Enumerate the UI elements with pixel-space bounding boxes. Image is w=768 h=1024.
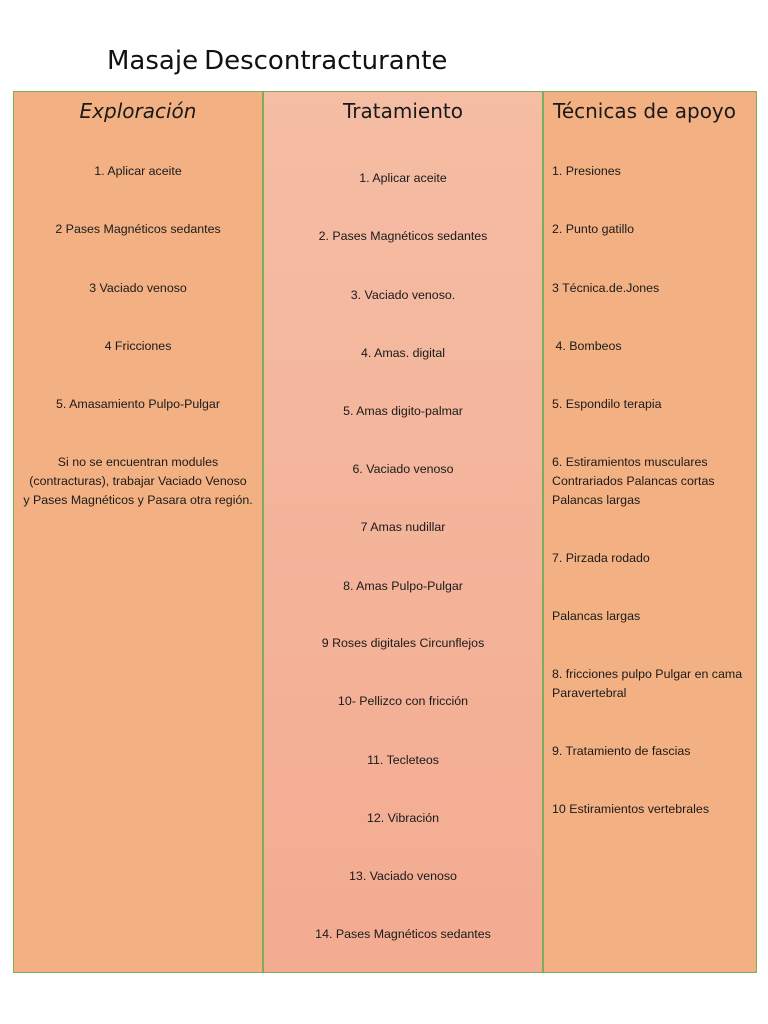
tecnicas-item: [552, 607, 752, 626]
exploracion-item: 1. Aplicar aceite: [94, 164, 182, 178]
tecnicas-item-line: 2. Punto gatillo: [552, 222, 634, 236]
tecnicas-item: [552, 549, 752, 568]
tecnicas-item: [552, 337, 752, 356]
tratamiento-item: 13. Vaciado venoso: [349, 869, 457, 883]
tecnicas-item: [552, 279, 752, 298]
tratamiento-item: 8. Amas Pulpo-Pulgar: [343, 579, 463, 593]
exploracion-item: 4 Fricciones: [104, 339, 172, 353]
tecnicas-item: [552, 800, 752, 819]
tecnicas-item-line: 5. Espondilo terapia: [552, 397, 662, 411]
tratamiento-heading: Tratamiento: [343, 99, 463, 123]
tecnicas-item-line: 8. fricciones pulpo Pulgar en cama: [552, 667, 743, 681]
tratamiento-item: 3. Vaciado venoso.: [350, 288, 456, 302]
tecnicas-item-line: Paravertebral: [552, 686, 627, 700]
exploracion-item: 2 Pases Magnéticos sedantes: [55, 222, 221, 236]
title-word-2: Descontracturante: [204, 46, 448, 76]
tecnicas-item-line: 6. Estiramientos musculares: [552, 455, 708, 469]
tratamiento-item: 9 Roses digitales Circunflejos: [321, 636, 485, 650]
page-title: [107, 46, 447, 76]
tecnicas-item-line: 7. Pirzada rodado: [552, 551, 650, 565]
exploracion-note-line: Si no se encuentran modules: [57, 455, 219, 469]
tecnicas-item-line: Contrariados Palancas cortas: [552, 474, 715, 488]
exploracion-heading: Exploración: [79, 99, 197, 123]
tecnicas-item-line: 9. Tratamiento de fascias: [552, 744, 691, 758]
tecnicas-item: [552, 220, 752, 239]
tratamiento-item: 6. Vaciado venoso: [352, 462, 454, 476]
exploracion-column: [13, 91, 263, 973]
tratamiento-item: 12. Vibración: [366, 811, 440, 825]
exploracion-item: 5. Amasamiento Pulpo-Pulgar: [56, 397, 220, 411]
tecnicas-item-line: 3 Técnica.de.Jones: [552, 281, 660, 295]
tecnicas-item: [552, 162, 752, 181]
tratamiento-item: 10- Pellizco con fricción: [337, 694, 469, 708]
tratamiento-item: 11. Tecleteos: [367, 753, 439, 767]
tecnicas-column: [543, 91, 757, 973]
tecnicas-item-line: Palancas largas: [552, 493, 641, 507]
tecnicas-item-line: 4. Bombeos: [552, 339, 622, 353]
tratamiento-item: 4. Amas. digital: [360, 346, 446, 360]
exploracion-item: 3 Vaciado venoso: [89, 281, 187, 295]
tratamiento-item: 7 Amas nudillar: [360, 520, 446, 534]
tecnicas-heading: Técnicas de apoyo: [553, 99, 736, 123]
tecnicas-item-line: Palancas largas: [552, 609, 641, 623]
tratamiento-item: 5. Amas digito-palmar: [343, 404, 463, 418]
tratamiento-item: 14. Pases Magnéticos sedantes: [315, 927, 491, 941]
tecnicas-item-line: 10 Estiramientos vertebrales: [552, 802, 710, 816]
tecnicas-item: [552, 665, 752, 703]
exploracion-note-line: (contracturas), trabajar Vaciado Venoso: [29, 474, 247, 488]
exploracion-note-line: y Pases Magnéticos y Pasara otra región.: [23, 493, 253, 507]
exploracion-note: [14, 453, 262, 510]
tratamiento-item: 1. Aplicar aceite: [359, 171, 447, 185]
tecnicas-item-line: 1. Presiones: [552, 164, 621, 178]
tecnicas-item: [552, 395, 752, 414]
tecnicas-item: [552, 453, 752, 510]
tecnicas-item: [552, 742, 752, 761]
title-word-1: Masaje: [107, 46, 199, 76]
tratamiento-item: 2. Pases Magnéticos sedantes: [318, 229, 488, 243]
tratamiento-column: [263, 91, 543, 973]
